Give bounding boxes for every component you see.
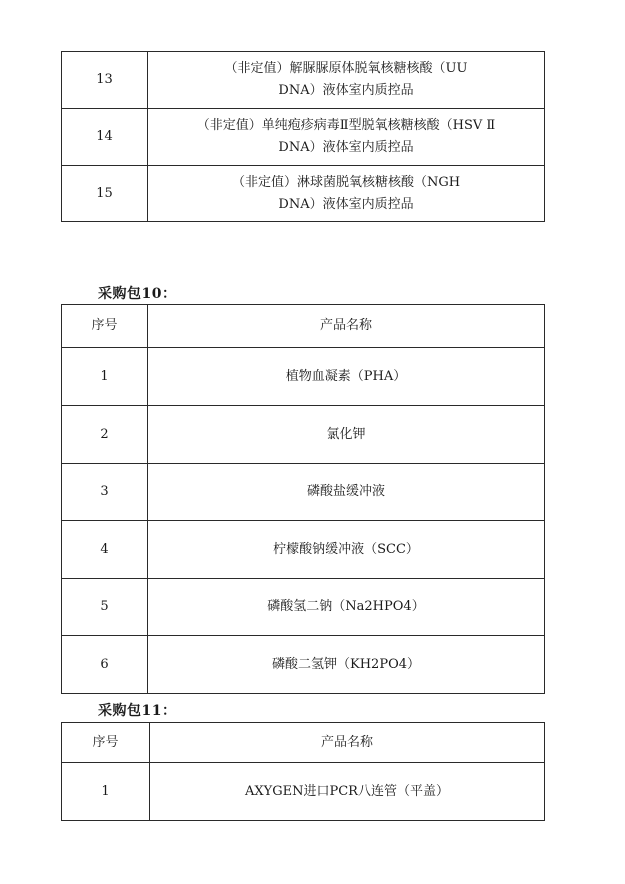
- header-product-name: 产品名称: [150, 723, 545, 763]
- table-continuation: [61, 51, 545, 222]
- package-11-title: 采购包11：: [98, 703, 177, 719]
- product-name: 植物血凝素（PHA）: [148, 348, 545, 406]
- row-number: 4: [62, 521, 148, 579]
- row-number: 3: [62, 464, 148, 521]
- row-number: 13: [62, 52, 148, 109]
- product-name: [148, 109, 545, 166]
- table-row: [62, 52, 545, 109]
- package-10-title: 采购包10：: [98, 286, 177, 302]
- row-number: 1: [62, 348, 148, 406]
- product-name: 磷酸氢二钠（Na2HPO4）: [148, 579, 545, 636]
- row-number: 6: [62, 636, 148, 694]
- product-name: 磷酸盐缓冲液: [148, 464, 545, 521]
- table-header-row: [62, 723, 545, 763]
- table-row: [62, 521, 545, 579]
- product-name: 磷酸二氢钾（KH2PO4）: [148, 636, 545, 694]
- row-number: 15: [62, 166, 148, 222]
- table-row: [62, 109, 545, 166]
- table-header-row: [62, 305, 545, 348]
- table-row: [62, 166, 545, 222]
- product-name: AXYGEN进口PCR八连管（平盖）: [150, 763, 545, 821]
- product-name-line: DNA）液体室内质控品: [278, 196, 414, 212]
- row-number: 14: [62, 109, 148, 166]
- table-row: [62, 464, 545, 521]
- row-number: 2: [62, 406, 148, 464]
- product-name-line: （非定值）淋球菌脱氧核糖核酸（NGH: [231, 174, 461, 190]
- table-row: [62, 636, 545, 694]
- header-product-name: 产品名称: [148, 305, 545, 348]
- row-number: 1: [62, 763, 150, 821]
- table-row: [62, 406, 545, 464]
- product-name-line: DNA）液体室内质控品: [278, 140, 414, 155]
- table-package-11: [61, 722, 545, 821]
- product-name-line: DNA）液体室内质控品: [278, 83, 414, 98]
- product-name-line: （非定值）单纯疱疹病毒Ⅱ型脱氧核糖核酸（HSV Ⅱ: [196, 118, 496, 133]
- product-name-line: （非定值）解脲脲原体脱氧核糖核酸（UU: [224, 61, 468, 76]
- table-package-10: [61, 304, 545, 694]
- product-name: 柠檬酸钠缓冲液（SCC）: [148, 521, 545, 579]
- table-row: [62, 763, 545, 821]
- product-name: [148, 52, 545, 109]
- table-row: [62, 579, 545, 636]
- product-name: [148, 166, 545, 222]
- row-number: 5: [62, 579, 148, 636]
- header-number: 序号: [62, 305, 148, 348]
- header-number: 序号: [62, 723, 150, 763]
- table-row: [62, 348, 545, 406]
- product-name: 氯化钾: [148, 406, 545, 464]
